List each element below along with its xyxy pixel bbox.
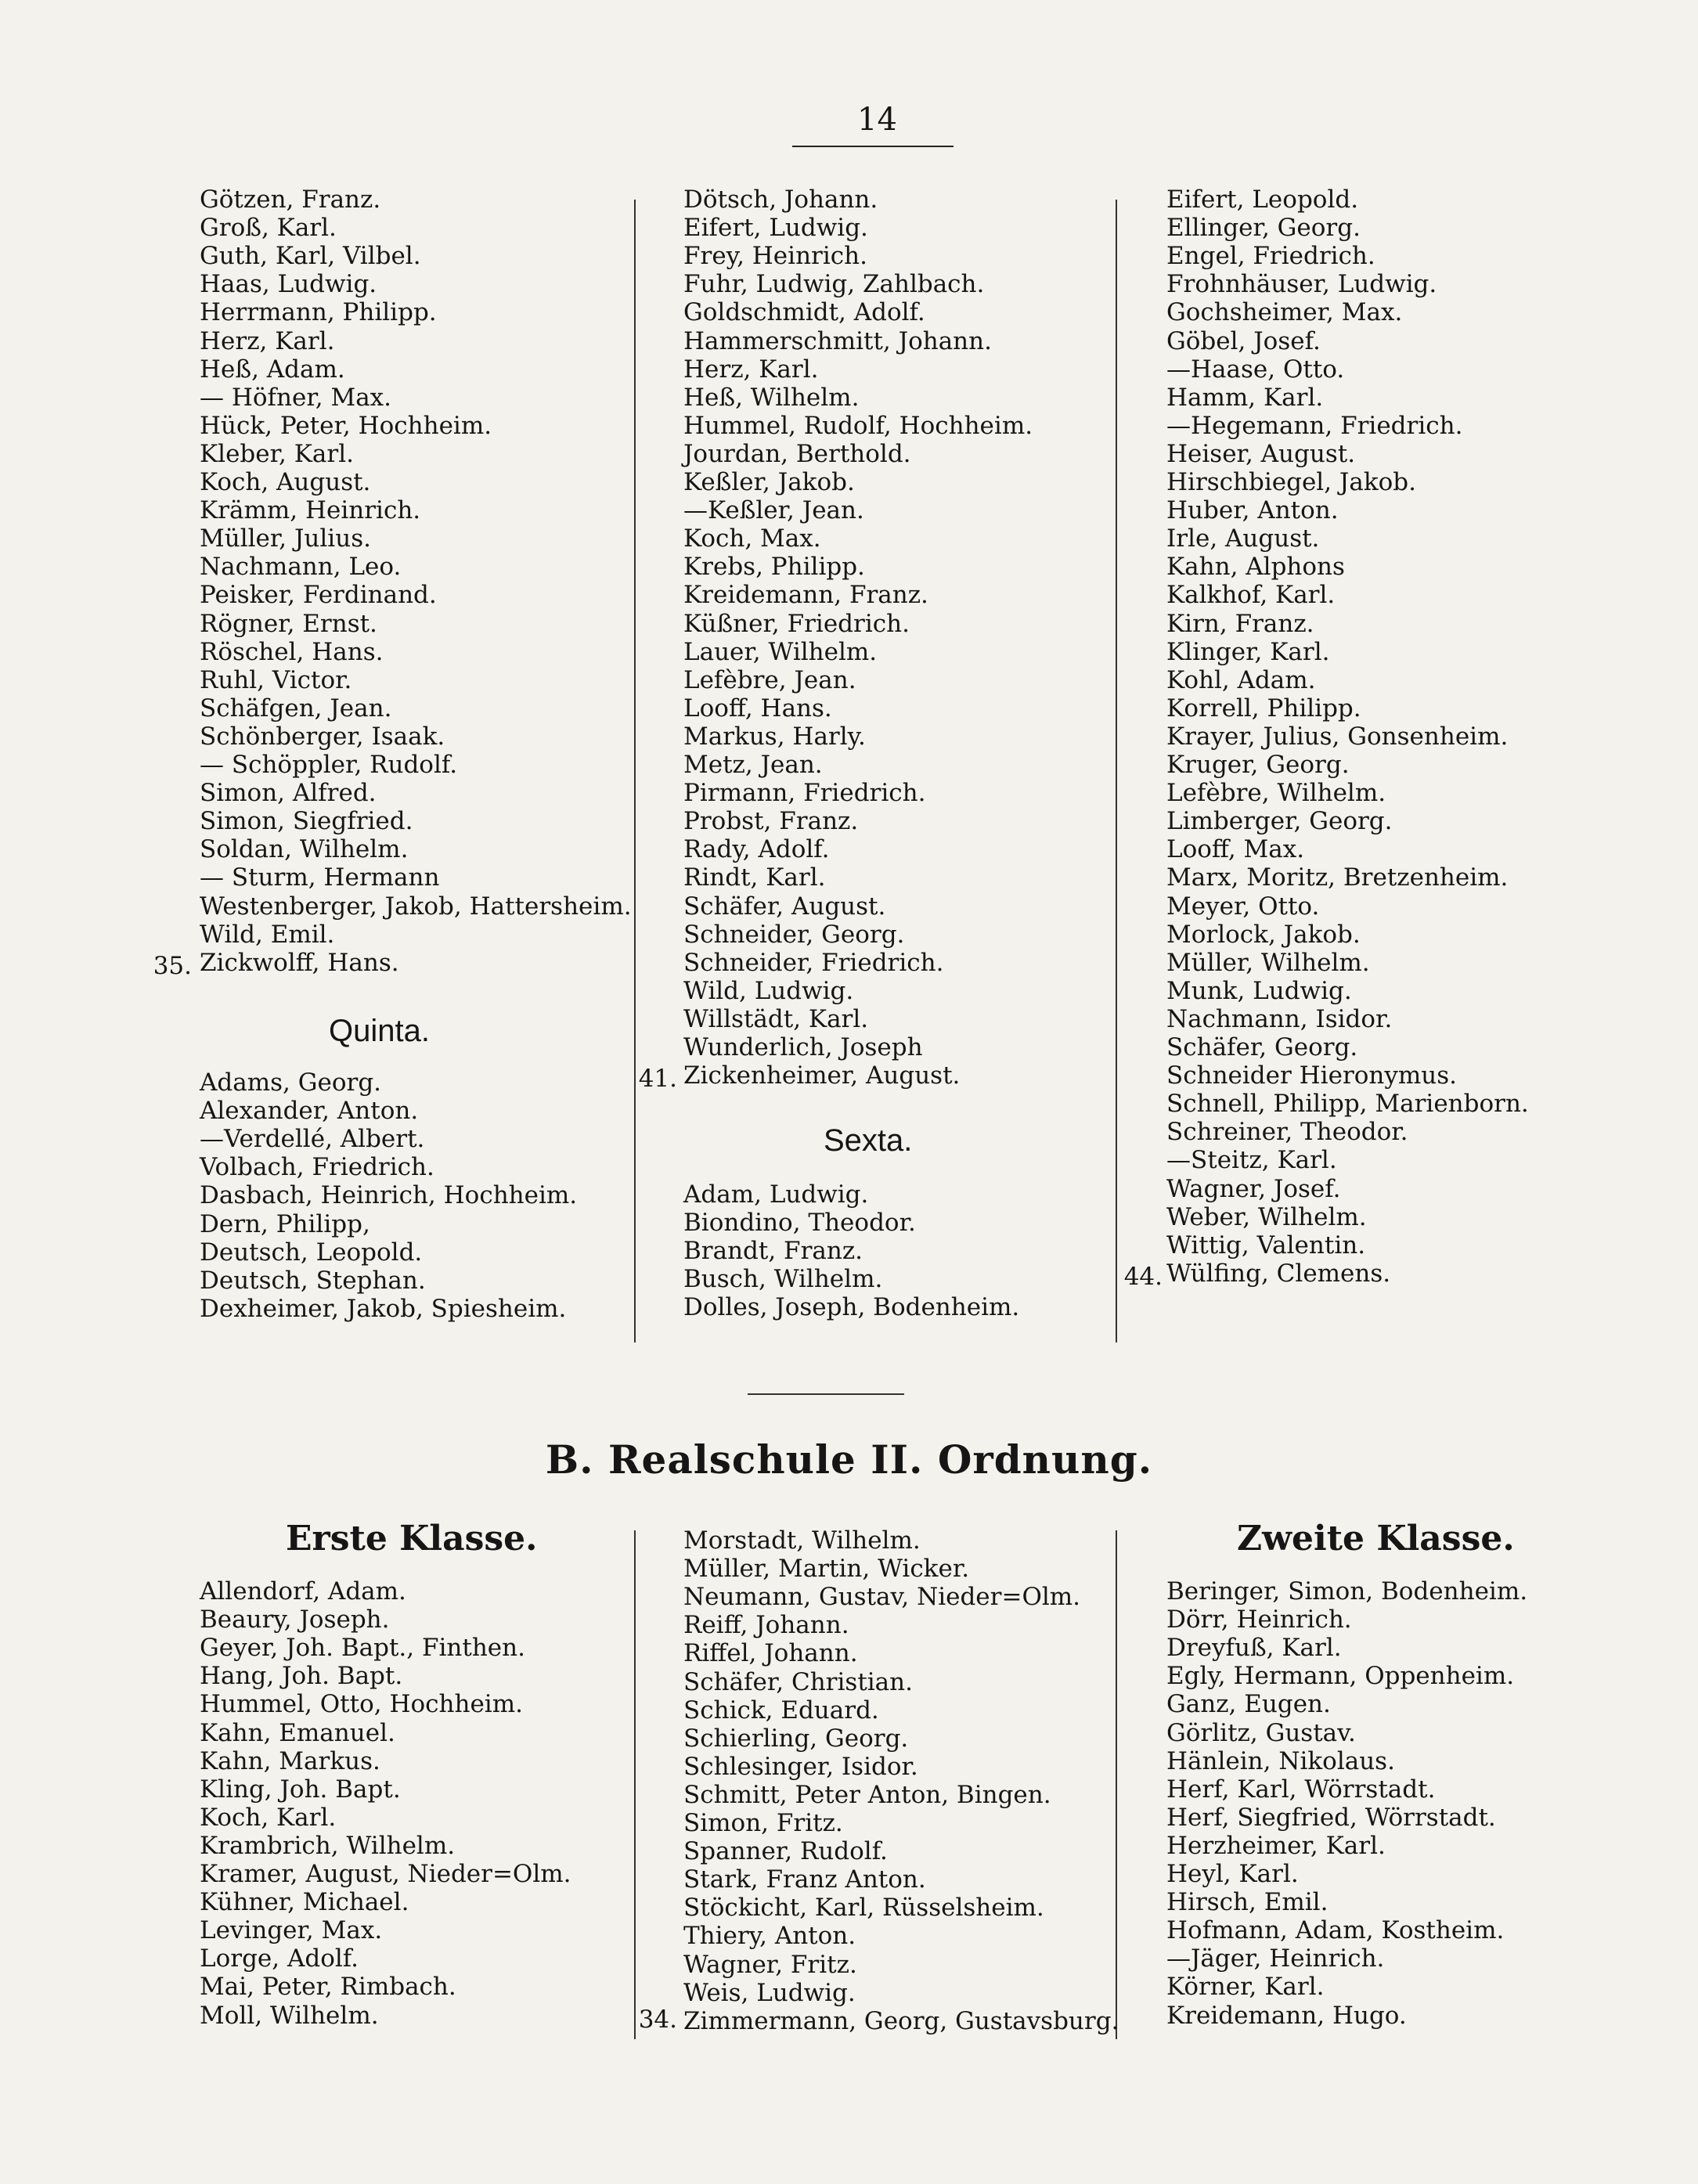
name-entry: Limberger, Georg.	[1166, 807, 1393, 836]
name-entry: Brandt, Franz.	[683, 1237, 863, 1266]
name-entry: Looff, Max.	[1166, 835, 1305, 864]
name-entry: Huber, Anton.	[1166, 496, 1339, 525]
name-entry: Herz, Karl.	[683, 355, 819, 384]
column-divider	[634, 200, 636, 1342]
name-entry: Göbel, Josef.	[1166, 326, 1321, 355]
name-entry: Willstädt, Karl.	[683, 1004, 869, 1033]
name-entry: Moll, Wilhelm.	[200, 2001, 379, 2030]
name-entry: Mai, Peter, Rimbach.	[200, 1973, 456, 2002]
name-entry: Kalkhof, Karl.	[1166, 581, 1336, 610]
name-entry: Schick, Eduard.	[683, 1696, 879, 1724]
name-entry: Dolles, Joseph, Bodenheim.	[683, 1293, 1020, 1322]
name-entry: Zickwolff, Hans.	[200, 948, 399, 977]
name-entry: Schmitt, Peter Anton, Bingen.	[683, 1780, 1051, 1809]
name-entry: Herzheimer, Karl.	[1166, 1831, 1386, 1860]
name-entry: — Schöppler, Rudolf.	[200, 751, 458, 779]
name-entry: Irle, August.	[1166, 524, 1320, 553]
header-rule	[792, 146, 954, 147]
name-entry: Adams, Georg.	[200, 1069, 382, 1097]
name-entry: Hirsch, Emil.	[1166, 1888, 1328, 1917]
name-entry: Hofmann, Adam, Kostheim.	[1166, 1916, 1505, 1945]
name-entry: Jourdan, Berthold.	[683, 439, 911, 468]
name-entry: Westenberger, Jakob, Hattersheim.	[200, 892, 632, 921]
name-entry: Dörr, Heinrich.	[1166, 1606, 1352, 1634]
name-entry: Zickenheimer, August.	[683, 1061, 961, 1090]
name-entry: Korrell, Philipp.	[1166, 694, 1361, 723]
name-entry: Ellinger, Georg.	[1166, 214, 1361, 243]
name-entry: Pirmann, Friedrich.	[683, 779, 926, 808]
name-entry: Heß, Wilhelm.	[683, 383, 860, 412]
name-entry: Groß, Karl.	[200, 214, 337, 243]
name-entry: Kleber, Karl.	[200, 439, 354, 468]
name-entry: Peisker, Ferdinand.	[200, 581, 437, 610]
name-entry: Ganz, Eugen.	[1166, 1690, 1331, 1719]
name-entry: Hang, Joh. Bapt.	[200, 1662, 403, 1691]
name-entry: Heyl, Karl.	[1166, 1860, 1299, 1888]
name-entry: Adam, Ludwig.	[683, 1180, 869, 1209]
name-entry: Wild, Ludwig.	[683, 976, 854, 1005]
name-entry: Stöckicht, Karl, Rüsselsheim.	[683, 1894, 1044, 1923]
name-entry: Dreyfuß, Karl.	[1166, 1634, 1342, 1663]
name-entry: Nachmann, Isidor.	[1166, 1004, 1393, 1033]
name-entry: —Jäger, Heinrich.	[1166, 1944, 1385, 1973]
name-entry: Deutsch, Leopold.	[200, 1238, 423, 1267]
name-entry: Krayer, Julius, Gonsenheim.	[1166, 722, 1509, 751]
name-entry: Guth, Karl, Vilbel.	[200, 242, 421, 271]
name-entry: Morstadt, Wilhelm.	[683, 1526, 921, 1555]
name-entry: Röschel, Hans.	[200, 637, 384, 666]
name-entry: Alexander, Anton.	[200, 1097, 419, 1126]
name-entry: Simon, Alfred.	[200, 779, 377, 808]
section-b-title: B. Realschule II. Ordnung.	[545, 1436, 1153, 1483]
name-entry: Hück, Peter, Hochheim.	[200, 411, 492, 440]
line-number: 35.	[153, 952, 192, 980]
name-entry: Marx, Moritz, Bretzenheim.	[1166, 863, 1509, 892]
name-entry: Dern, Philipp,	[200, 1209, 370, 1238]
name-entry: Hummel, Otto, Hochheim.	[200, 1690, 523, 1719]
name-entry: Neumann, Gustav, Nieder=Olm.	[683, 1583, 1081, 1612]
name-entry: Geyer, Joh. Bapt., Finthen.	[200, 1634, 525, 1663]
name-entry: —Verdellé, Albert.	[200, 1125, 425, 1154]
sexta-heading: Sexta.	[824, 1123, 913, 1158]
name-entry: Koch, Max.	[683, 524, 821, 553]
name-entry: Allendorf, Adam.	[200, 1577, 406, 1606]
name-entry: Schäfer, Christian.	[683, 1667, 913, 1696]
name-entry: Küßner, Friedrich.	[683, 609, 910, 638]
quinta-heading: Quinta.	[329, 1014, 430, 1048]
name-entry: — Höfner, Max.	[200, 383, 392, 412]
name-entry: —Keßler, Jean.	[683, 496, 864, 525]
name-entry: — Sturm, Hermann	[200, 863, 440, 892]
name-entry: Schäfgen, Jean.	[200, 694, 392, 723]
name-entry: Herz, Karl.	[200, 326, 335, 355]
name-entry: Simon, Siegfried.	[200, 807, 413, 836]
name-entry: Schlesinger, Isidor.	[683, 1752, 918, 1781]
name-entry: Hummel, Rudolf, Hochheim.	[683, 411, 1033, 440]
name-entry: Schneider, Georg.	[683, 920, 905, 949]
name-entry: Heß, Adam.	[200, 355, 345, 384]
section-rule	[748, 1393, 904, 1395]
zweite-klasse-heading: Zweite Klasse.	[1237, 1519, 1515, 1559]
name-entry: Hirschbiegel, Jakob.	[1166, 468, 1416, 496]
name-entry: Herrmann, Philipp.	[200, 298, 437, 327]
name-entry: Koch, Karl.	[200, 1803, 337, 1832]
name-entry: Reiff, Johann.	[683, 1611, 849, 1640]
name-entry: Kreidemann, Hugo.	[1166, 2001, 1407, 2030]
name-entry: Herf, Siegfried, Wörrstadt.	[1166, 1803, 1496, 1832]
name-entry: Meyer, Otto.	[1166, 892, 1320, 921]
name-entry: Biondino, Theodor.	[683, 1209, 916, 1238]
name-entry: Rady, Adolf.	[683, 835, 830, 864]
name-entry: Hänlein, Nikolaus.	[1166, 1746, 1395, 1775]
name-entry: Soldan, Wilhelm.	[200, 835, 409, 864]
column-divider	[1116, 1530, 1117, 2039]
name-entry: Wittig, Valentin.	[1166, 1231, 1366, 1260]
name-entry: Metz, Jean.	[683, 751, 823, 779]
name-entry: Riffel, Johann.	[683, 1639, 858, 1668]
name-entry: Hamm, Karl.	[1166, 383, 1324, 412]
name-entry: Frohnhäuser, Ludwig.	[1166, 270, 1437, 299]
name-entry: Wagner, Fritz.	[683, 1950, 857, 1979]
name-entry: Frey, Heinrich.	[683, 242, 867, 271]
name-entry: Morlock, Jakob.	[1166, 920, 1361, 949]
name-entry: Dasbach, Heinrich, Hochheim.	[200, 1181, 578, 1210]
name-entry: Gochsheimer, Max.	[1166, 298, 1403, 327]
name-entry: Kruger, Georg.	[1166, 751, 1350, 779]
name-entry: Fuhr, Ludwig, Zahlbach.	[683, 270, 985, 299]
name-entry: Beringer, Simon, Bodenheim.	[1166, 1577, 1528, 1606]
name-entry: Lefèbre, Jean.	[683, 665, 856, 694]
name-entry: Schnell, Philipp, Marienborn.	[1166, 1090, 1529, 1119]
name-entry: Lefèbre, Wilhelm.	[1166, 779, 1386, 808]
name-entry: Stark, Franz Anton.	[683, 1865, 926, 1894]
name-entry: Herf, Karl, Wörrstadt.	[1166, 1775, 1436, 1804]
name-entry: Busch, Wilhelm.	[683, 1265, 883, 1294]
name-entry: Ruhl, Victor.	[200, 665, 352, 694]
name-entry: Beaury, Joseph.	[200, 1606, 390, 1634]
name-entry: Müller, Julius.	[200, 524, 371, 553]
name-entry: Krebs, Philipp.	[683, 553, 865, 582]
name-entry: Schönberger, Isaak.	[200, 722, 445, 751]
name-entry: —Steitz, Karl.	[1166, 1146, 1337, 1175]
page-number: 14	[857, 102, 897, 138]
name-entry: Kühner, Michael.	[200, 1888, 409, 1917]
name-entry: Schneider, Friedrich.	[683, 948, 944, 977]
name-entry: Dexheimer, Jakob, Spiesheim.	[200, 1294, 567, 1323]
name-entry: Heiser, August.	[1166, 439, 1356, 468]
name-entry: Rögner, Ernst.	[200, 609, 377, 638]
name-entry: Engel, Friedrich.	[1166, 242, 1375, 271]
name-entry: Körner, Karl.	[1166, 1973, 1325, 2002]
name-entry: Götzen, Franz.	[200, 186, 381, 214]
name-entry: —Haase, Otto.	[1166, 355, 1345, 384]
name-entry: Klinger, Karl.	[1166, 637, 1330, 666]
name-entry: Kahn, Emanuel.	[200, 1718, 395, 1747]
name-entry: Eifert, Leopold.	[1166, 186, 1359, 214]
name-entry: Goldschmidt, Adolf.	[683, 298, 925, 327]
name-entry: Nachmann, Leo.	[200, 553, 402, 582]
name-entry: Müller, Martin, Wicker.	[683, 1555, 970, 1584]
name-entry: Eifert, Ludwig.	[683, 214, 868, 243]
name-entry: Krambrich, Wilhelm.	[200, 1831, 456, 1860]
name-entry: Schreiner, Theodor.	[1166, 1118, 1408, 1147]
name-entry: Wild, Emil.	[200, 920, 335, 949]
name-entry: Munk, Ludwig.	[1166, 976, 1352, 1005]
name-entry: Egly, Hermann, Oppenheim.	[1166, 1662, 1515, 1691]
name-entry: Dötsch, Johann.	[683, 186, 878, 214]
name-entry: Volbach, Friedrich.	[200, 1153, 434, 1182]
name-entry: Wunderlich, Joseph	[683, 1033, 923, 1061]
column-divider	[634, 1530, 636, 2039]
line-number: 41.	[638, 1065, 677, 1093]
name-entry: Kohl, Adam.	[1166, 665, 1316, 694]
name-entry: Haas, Ludwig.	[200, 270, 377, 299]
name-entry: Schierling, Georg.	[683, 1724, 909, 1753]
erste-klasse-heading: Erste Klasse.	[286, 1519, 538, 1559]
name-entry: Simon, Fritz.	[683, 1809, 843, 1837]
name-entry: Levinger, Max.	[200, 1916, 383, 1945]
name-entry: Kahn, Markus.	[200, 1746, 380, 1775]
name-entry: Weber, Wilhelm.	[1166, 1202, 1367, 1231]
name-entry: Looff, Hans.	[683, 694, 832, 723]
name-entry: Kramer, August, Nieder=Olm.	[200, 1860, 571, 1888]
name-entry: Thiery, Anton.	[683, 1922, 856, 1951]
column-divider	[1116, 200, 1117, 1342]
name-entry: Spanner, Rudolf.	[683, 1837, 888, 1866]
name-entry: Zimmermann, Georg, Gustavsburg.	[683, 2006, 1119, 2035]
name-entry: Deutsch, Stephan.	[200, 1266, 426, 1295]
name-entry: Lauer, Wilhelm.	[683, 637, 878, 666]
name-entry: Wülfing, Clemens.	[1166, 1259, 1391, 1288]
name-entry: Wagner, Josef.	[1166, 1174, 1341, 1203]
name-entry: Kirn, Franz.	[1166, 609, 1314, 638]
name-entry: Görlitz, Gustav.	[1166, 1718, 1356, 1747]
name-entry: Schneider Hieronymus.	[1166, 1061, 1458, 1090]
line-number: 34.	[638, 2006, 677, 2034]
name-entry: Koch, August.	[200, 468, 371, 496]
name-entry: Schäfer, August.	[683, 892, 886, 921]
name-entry: Keßler, Jakob.	[683, 468, 855, 496]
line-number: 44.	[1123, 1263, 1163, 1291]
name-entry: Markus, Harly.	[683, 722, 866, 751]
name-entry: Kling, Joh. Bapt.	[200, 1775, 401, 1804]
name-entry: Hammerschmitt, Johann.	[683, 326, 992, 355]
name-entry: —Hegemann, Friedrich.	[1166, 411, 1463, 440]
name-entry: Müller, Wilhelm.	[1166, 948, 1370, 977]
name-entry: Kahn, Alphons	[1166, 553, 1345, 582]
name-entry: Kreidemann, Franz.	[683, 581, 928, 610]
name-entry: Krämm, Heinrich.	[200, 496, 421, 525]
name-entry: Rindt, Karl.	[683, 863, 826, 892]
name-entry: Schäfer, Georg.	[1166, 1033, 1358, 1061]
name-entry: Probst, Franz.	[683, 807, 859, 836]
name-entry: Lorge, Adolf.	[200, 1944, 359, 1973]
name-entry: Weis, Ludwig.	[683, 1978, 856, 2007]
